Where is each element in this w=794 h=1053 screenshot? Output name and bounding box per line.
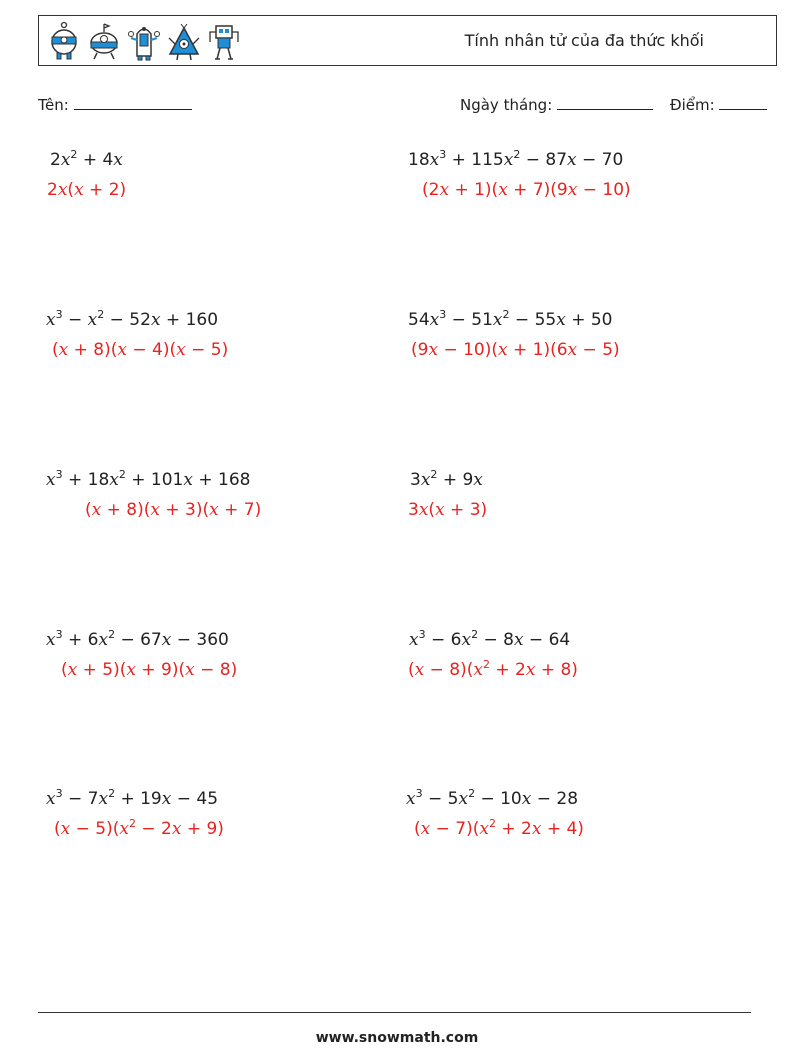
answer-1: 2x(x + 2) xyxy=(47,180,127,200)
problem-10: $x^3 - 5x^2 - 10x - 28$ xyxy=(406,787,579,809)
problem-7: $x^3 + 6x^2 - 67x - 360$ xyxy=(46,628,229,650)
robot-4-icon xyxy=(167,20,201,62)
answer-6: 3x(x + 3) xyxy=(408,500,488,520)
footer-rule xyxy=(38,1012,751,1013)
answer-10: $(x - 7)(x^2 + 2x + 4)$ xyxy=(414,817,584,839)
problem-2: $18x^3 + 115x^2 - 87x - 70$ xyxy=(408,148,624,170)
footer-url: www.snowmath.com xyxy=(315,1030,479,1046)
answer-3: (x + 8)(x − 4)(x − 5) xyxy=(52,340,229,360)
robot-3-icon xyxy=(127,20,161,62)
problem-6: $3x^2 + 9x$ xyxy=(410,468,483,490)
robot-5-icon xyxy=(207,20,241,62)
answer-5: (x + 8)(x + 3)(x + 7) xyxy=(85,500,262,520)
robot-icons xyxy=(47,20,241,62)
score-blank xyxy=(719,95,767,110)
name-label: Tên: xyxy=(38,96,69,114)
answer-8: $(x - 8)(x^2 + 2x + 8)$ xyxy=(408,658,578,680)
problem-8: $x^3 - 6x^2 - 8x - 64$ xyxy=(409,628,571,650)
answer-4: (9x − 10)(x + 1)(6x − 5) xyxy=(411,340,620,360)
answer-9: $(x - 5)(x^2 - 2x + 9)$ xyxy=(54,817,224,839)
date-label: Ngày tháng: xyxy=(460,96,553,114)
score-label: Điểm: xyxy=(670,96,715,114)
problem-4: $54x^3 - 51x^2 - 55x + 50$ xyxy=(408,308,613,330)
problem-3: $x^3 - x^2 - 52x + 160$ xyxy=(46,308,219,330)
robot-1-icon xyxy=(47,20,81,62)
worksheet-title: Tính nhân tử của đa thức khối xyxy=(464,31,704,50)
date-field xyxy=(460,95,653,114)
robot-2-icon xyxy=(87,20,121,62)
answer-2: (2x + 1)(x + 7)(9x − 10) xyxy=(422,180,631,200)
problem-5: $x^3 + 18x^2 + 101x + 168$ xyxy=(46,468,251,490)
problem-9: $x^3 - 7x^2 + 19x - 45$ xyxy=(46,787,219,809)
score-field xyxy=(670,95,767,114)
problem-1: $2x^2 + 4x$ xyxy=(50,148,123,170)
date-blank xyxy=(557,95,653,110)
header-box xyxy=(38,15,777,66)
name-field xyxy=(38,95,192,114)
answer-7: (x + 5)(x + 9)(x − 8) xyxy=(61,660,238,680)
name-blank xyxy=(74,95,192,110)
